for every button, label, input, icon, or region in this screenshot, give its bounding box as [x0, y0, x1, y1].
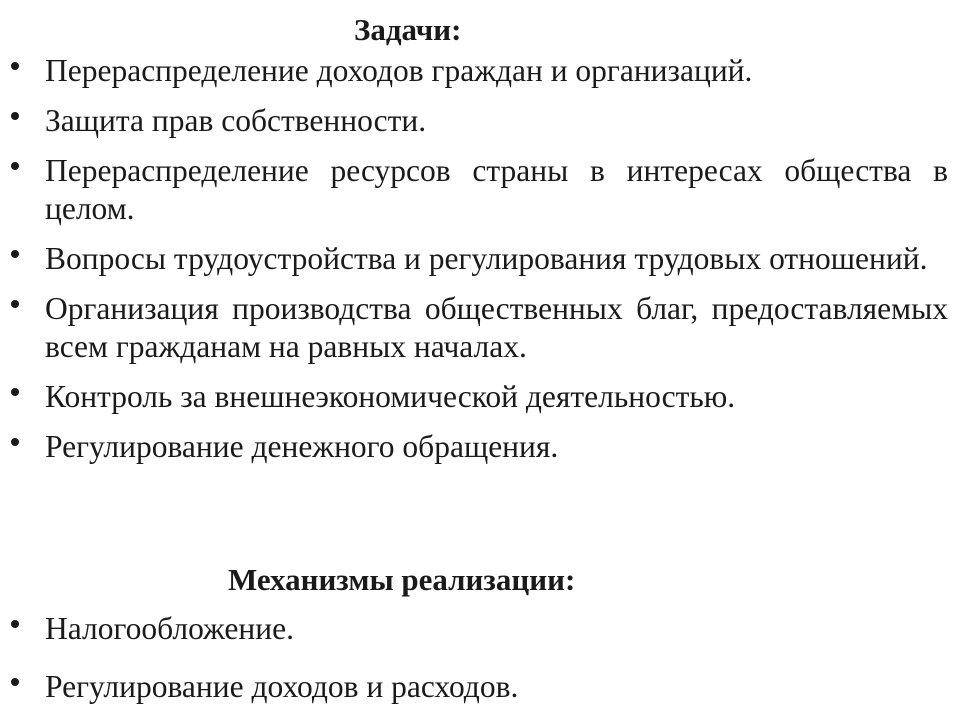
bullet-icon: [11, 300, 19, 308]
list-item-text: Регулирование доходов и расходов.: [45, 669, 519, 704]
tasks-heading: Задачи:: [354, 12, 462, 47]
bullet-icon: [11, 62, 19, 70]
list-item: [0, 102, 960, 140]
list-item-text: Вопросы трудоустройства и регулирования трудовых отношений.: [45, 241, 928, 276]
bullet-icon: [11, 162, 19, 170]
list-item: [0, 290, 960, 366]
list-item-text: Перераспределение доходов граждан и организаций.: [45, 53, 753, 88]
list-item: [0, 610, 960, 648]
bullet-icon: [11, 438, 19, 446]
list-item: [0, 52, 960, 90]
tasks-list: [0, 52, 960, 478]
list-item: [0, 668, 960, 706]
list-item-text: Организация производства общественных благ, предоставляемых всем гражданам на равных началах.: [45, 291, 948, 364]
list-item: [0, 152, 960, 228]
list-item-text: Налогообложение.: [45, 611, 294, 646]
bullet-icon: [11, 678, 19, 686]
bullet-icon: [11, 388, 19, 396]
bullet-icon: [11, 112, 19, 120]
list-item-text: Перераспределение ресурсов страны в интересах общества в целом.: [45, 153, 948, 226]
bullet-icon: [11, 250, 19, 258]
mechanisms-heading: Механизмы реализации:: [228, 562, 576, 597]
bullet-icon: [11, 620, 19, 628]
mechanisms-list: [0, 610, 960, 726]
list-item-text: Контроль за внешнеэкономической деятельностью.: [45, 379, 736, 414]
list-item: [0, 240, 960, 278]
list-item: [0, 428, 960, 466]
list-item: [0, 378, 960, 416]
list-item-text: Регулирование денежного обращения.: [45, 429, 559, 464]
list-item-text: Защита прав собственности.: [45, 103, 427, 138]
